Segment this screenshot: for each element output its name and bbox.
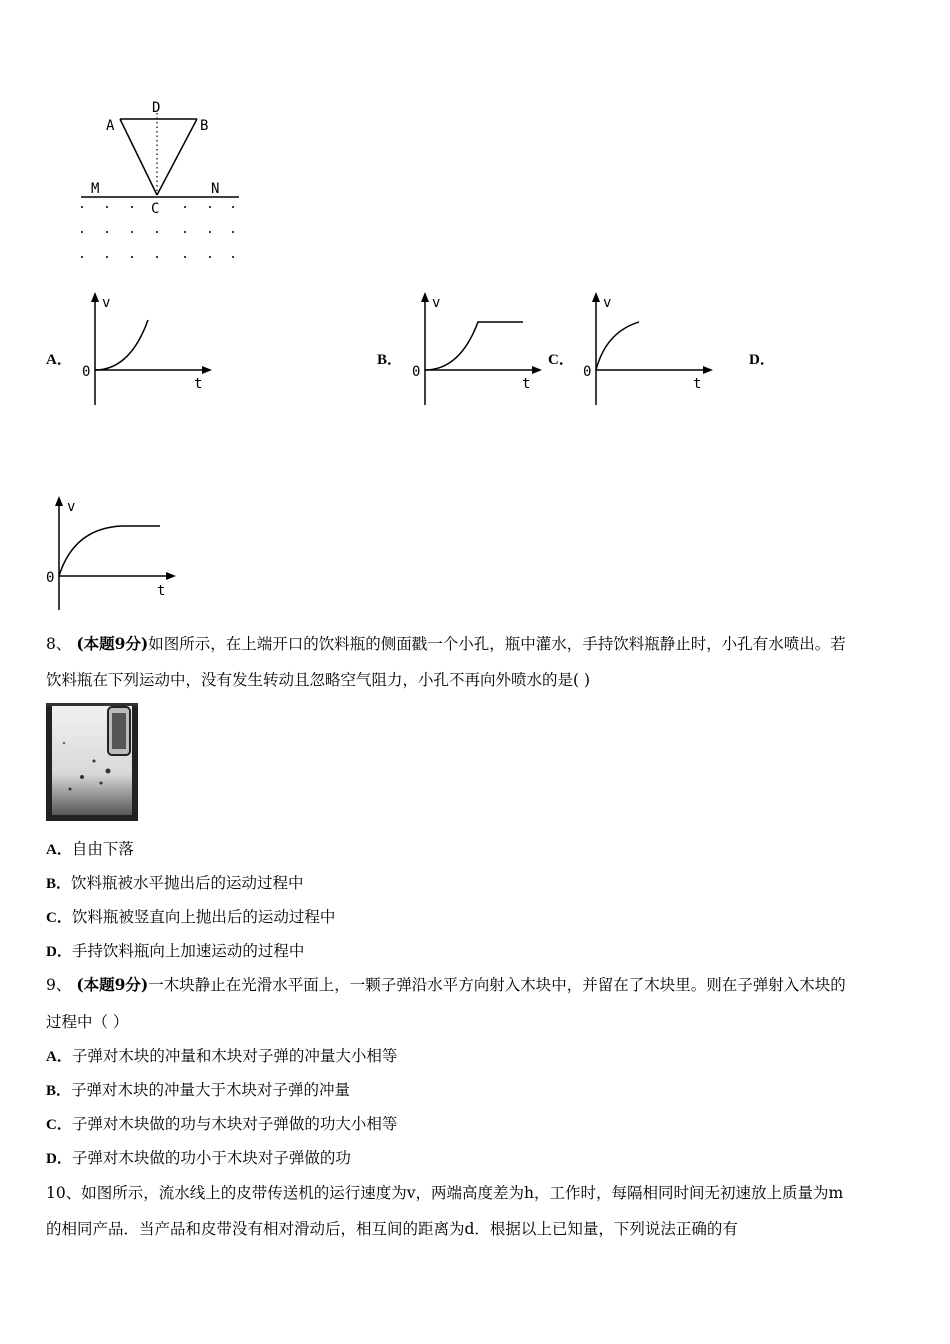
q9-text2: 过程中（ ） [46, 1013, 129, 1031]
axis-v-label: v [67, 499, 76, 515]
q8-option-a-letter: A． [46, 842, 72, 858]
q8-option-d[interactable] [46, 939, 304, 961]
q8-option-c[interactable] [46, 905, 335, 927]
q10-text2: 的相同产品．当产品和皮带没有相对滑动后，相互间的距离为d．根据以上已知量，下列说法正确的有 [46, 1220, 738, 1238]
graph-a [80, 290, 215, 410]
label-d: D [152, 100, 161, 116]
q8-option-b-text: 饮料瓶被水平抛出后的运动过程中 [71, 874, 304, 892]
origin-label: 0 [412, 364, 421, 380]
q9-option-b[interactable] [46, 1078, 350, 1100]
q8-option-d-text: 手持饮料瓶向上加速运动的过程中 [71, 942, 305, 960]
q8-option-c-text: 饮料瓶被竖直向上抛出后的运动过程中 [71, 908, 336, 926]
q8-option-a-text: 自由下落 [71, 840, 134, 858]
label-a: A [106, 118, 115, 134]
axis-v-label: v [102, 295, 111, 311]
axis-v-label: v [432, 295, 441, 311]
graph-a-letter: A． [46, 352, 72, 368]
axis-t-label: t [693, 376, 702, 392]
q10-line2 [46, 1217, 738, 1239]
q8-option-b[interactable] [46, 871, 304, 893]
bottle-photo [46, 703, 138, 821]
q9-text1: 一木块静止在光滑水平面上，一颗子弹沿水平方向射入木块中，并留在了木块里。则在子弹射入木块的 [148, 976, 846, 994]
origin-label: 0 [82, 364, 91, 380]
label-c: C [151, 201, 160, 217]
origin-label: 0 [46, 570, 55, 586]
q8-option-a[interactable] [46, 837, 134, 859]
triangle-figure [75, 95, 245, 270]
axis-t-label: t [157, 583, 166, 599]
q9-score: (本题9分) [76, 975, 149, 994]
q9-number: 9、 [46, 976, 72, 994]
q9-line2 [46, 1010, 128, 1032]
axis-t-label: t [522, 376, 531, 392]
q9-option-d-letter: D． [46, 1151, 72, 1167]
q8-score: (本题9分) [76, 634, 149, 653]
q9-line1 [46, 973, 846, 995]
q9-option-a-text: 子弹对木块的冲量和木块对子弹的冲量大小相等 [71, 1047, 398, 1065]
q9-option-a-letter: A． [46, 1049, 72, 1065]
q9-option-c-letter: C． [46, 1117, 72, 1133]
q8-text2: 饮料瓶在下列运动中，没有发生转动且忽略空气阻力，小孔不再向外喷水的是( ) [46, 671, 591, 689]
q9-option-b-text: 子弹对木块的冲量大于木块对子弹的冲量 [71, 1081, 351, 1099]
graph-c [581, 290, 716, 410]
graph-c-letter: C． [548, 352, 574, 368]
q8-line1 [46, 632, 846, 654]
axis-v-label: v [603, 295, 612, 311]
q9-option-d[interactable] [46, 1146, 351, 1168]
origin-label: 0 [583, 364, 592, 380]
graph-d [44, 492, 179, 614]
q8-text1: 如图所示，在上端开口的饮料瓶的侧面戳一个小孔，瓶中灌水，手持饮料瓶静止时，小孔有水喷出。若 [148, 635, 846, 653]
q8-number: 8、 [46, 635, 72, 653]
q8-option-d-letter: D． [46, 944, 72, 960]
q9-option-d-text: 子弹对木块做的功小于木块对子弹做的功 [71, 1149, 351, 1167]
q9-option-b-letter: B． [46, 1083, 72, 1099]
label-m: M [91, 181, 100, 197]
label-n: N [211, 181, 220, 197]
graph-b [410, 290, 545, 410]
q10-number: 10、 [46, 1184, 82, 1202]
q10-text1: 如图所示，流水线上的皮带传送机的运行速度为v，两端高度差为h，工作时，每隔相同时间无初速放上质量为m [81, 1184, 844, 1202]
graph-b-letter: B． [377, 352, 403, 368]
q9-option-c[interactable] [46, 1112, 397, 1134]
q8-line2 [46, 668, 590, 690]
q10-line1 [46, 1181, 843, 1203]
q9-option-a[interactable] [46, 1044, 397, 1066]
axis-t-label: t [194, 376, 203, 392]
q9-option-c-text: 子弹对木块做的功与木块对子弹做的功大小相等 [71, 1115, 398, 1133]
graph-d-letter: D． [749, 352, 775, 368]
q8-option-c-letter: C． [46, 910, 72, 926]
label-b: B [200, 118, 209, 134]
q8-option-b-letter: B． [46, 876, 72, 892]
